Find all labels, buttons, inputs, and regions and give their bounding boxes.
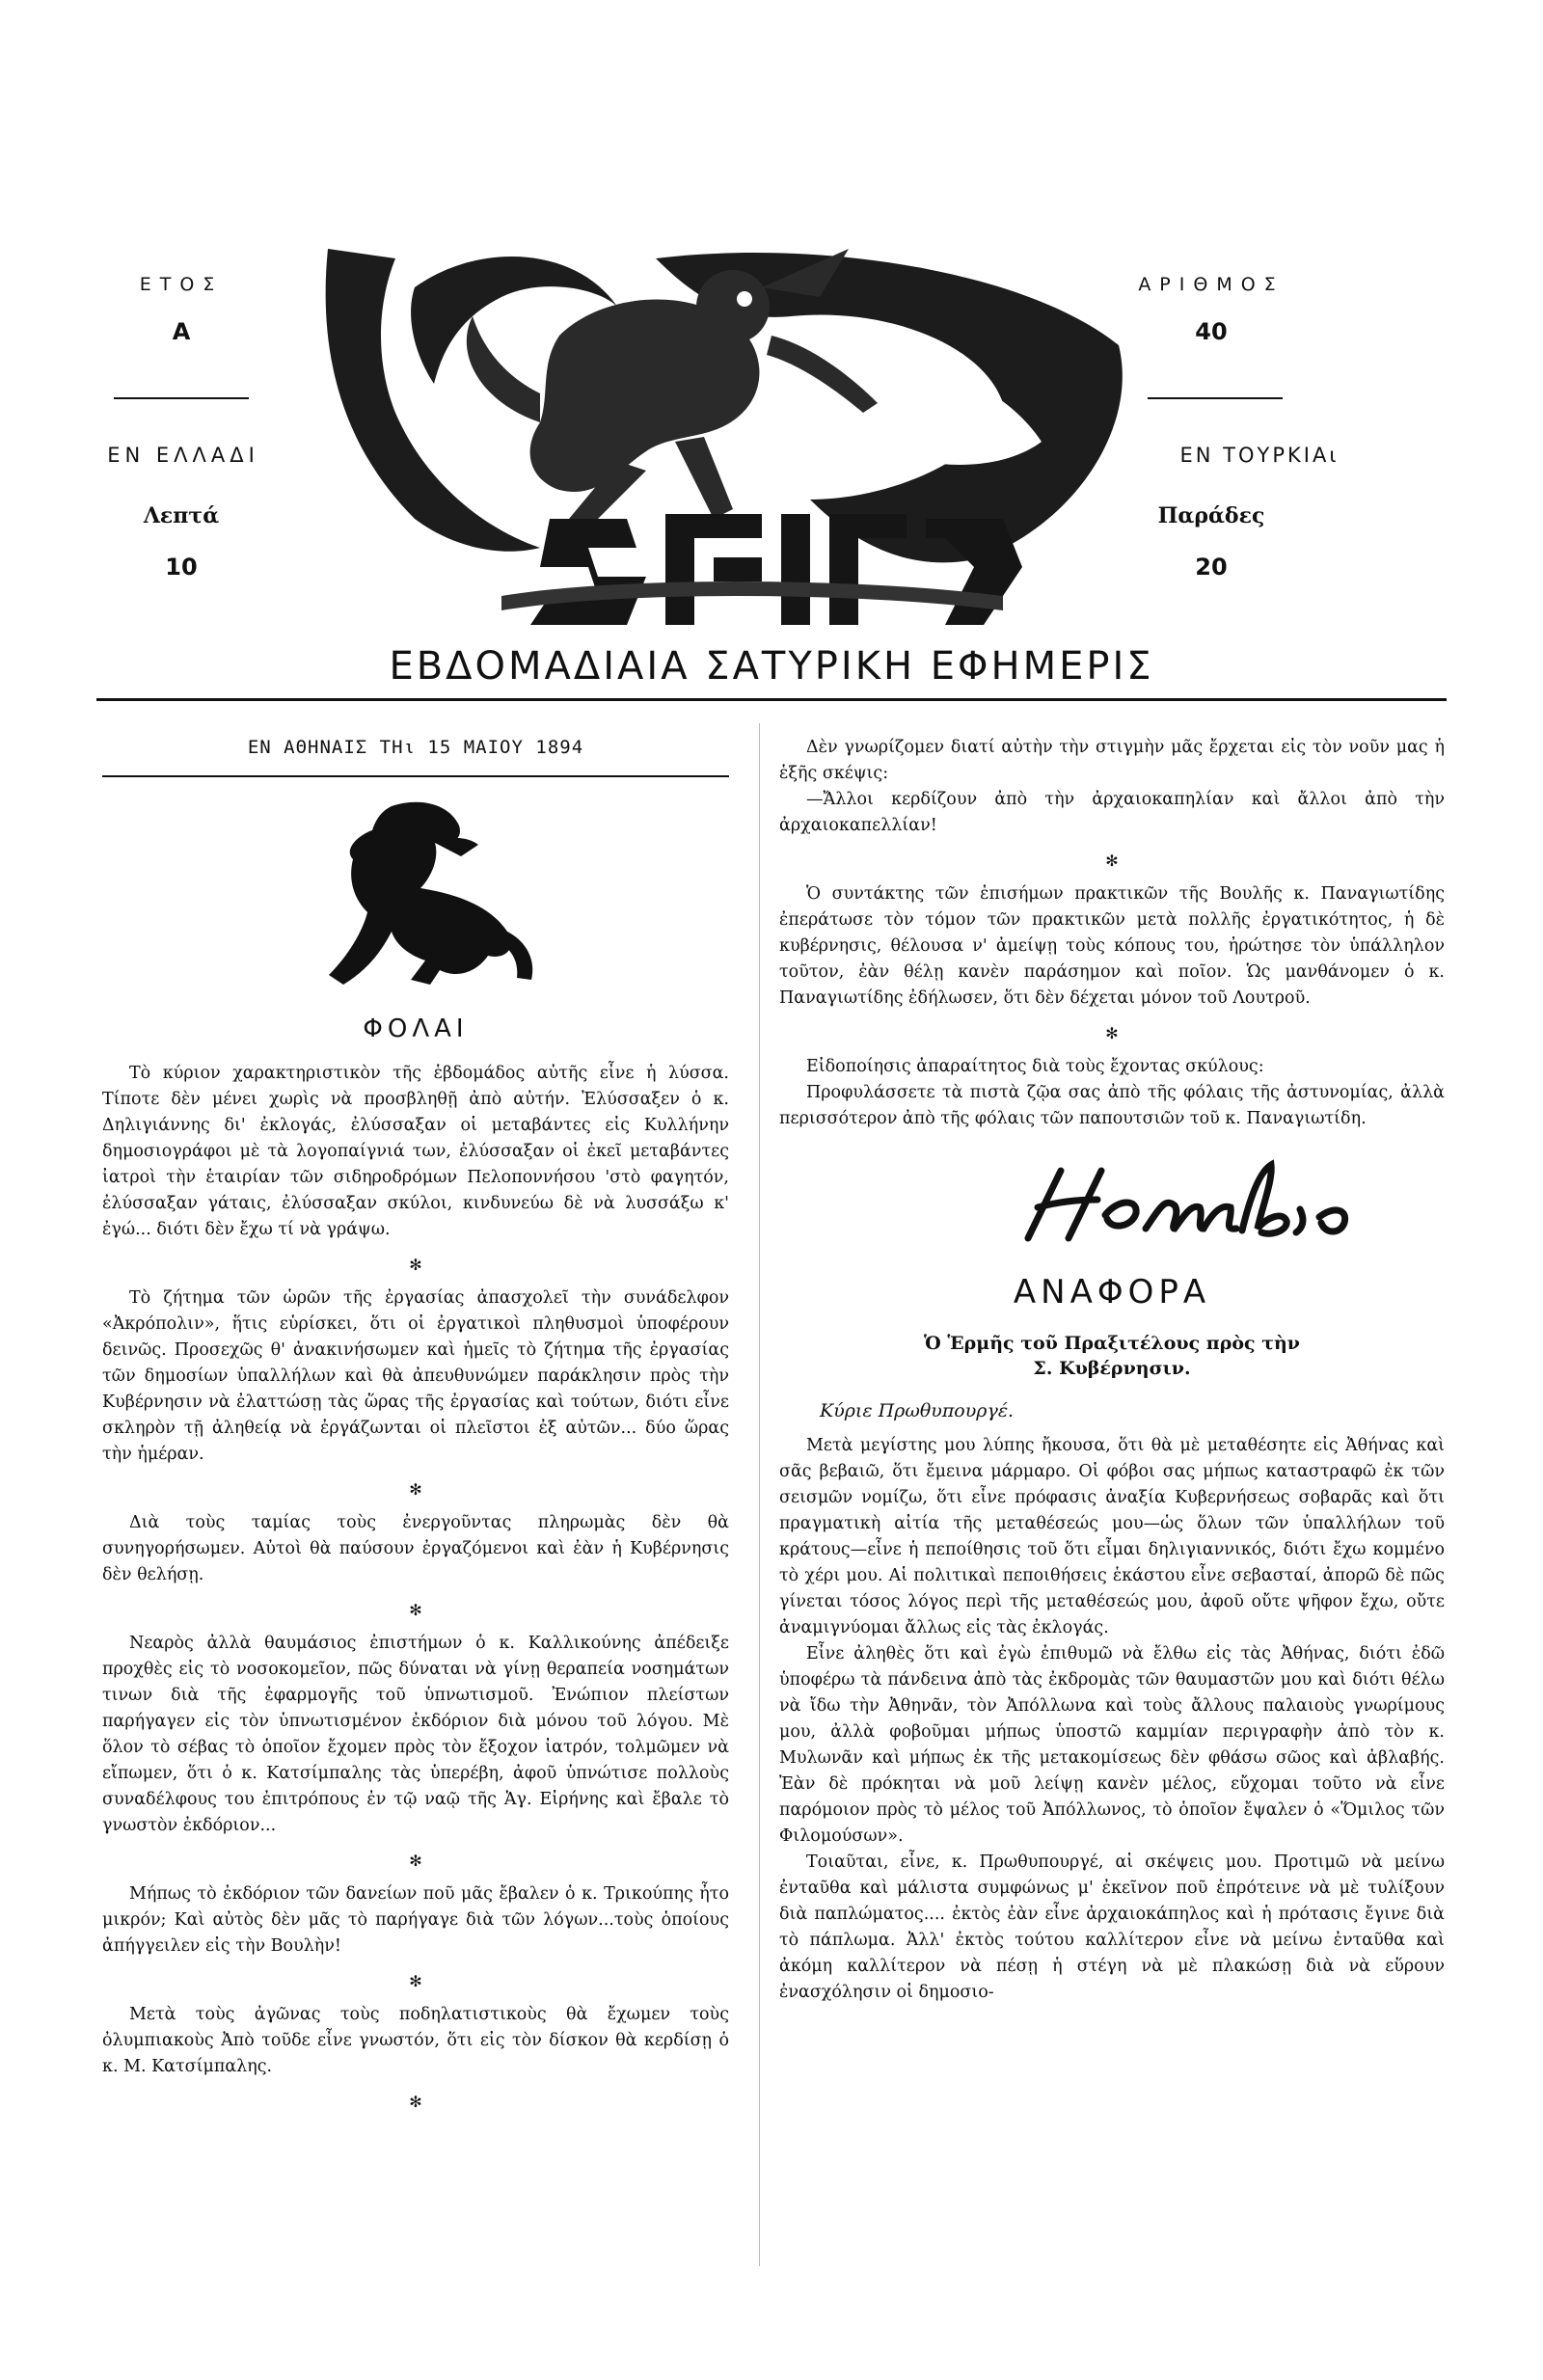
masthead-rule xyxy=(96,698,1447,701)
region-label-turkey: ΕΝ ΤΟΥΡΚΙΑι xyxy=(1179,444,1340,467)
asterism-icon: ✻ xyxy=(409,1256,422,1274)
paragraph: Νεαρὸς ἀλλὰ θαυμάσιος ἐπιστήμων ὁ κ. Καλλικούνης ἀπέδειξε προχθὲς εἰς τὸ νοσοκομεῖον, πῶς δύναται νὰ γίνῃ θεραπεία νοσημάτων τινων διὰ τῆς ἐφαρμογῆς τοῦ ὑπνωτισμοῦ. Ἐνώπιον πλείστων παρήγαγεν εἰς τὸν ὑπνωτισμένον ἐκδόριον διὰ μόνου τοῦ λόγου. Μὲ ὅλον τὸ σέβας τὸ ὁποῖον ἔχομεν πρὸς τὸν ἔξοχον ἰατρόν, τολμῶμεν νὰ εἴπωμεν, ὅτι ὁ κ. Κατσίμπαλης τὰς ὑπερέβη, ἀφοῦ ὑπνώτισε πολλοὺς συναδέλφους του ἐπιτρόπους ἐν τῷ ναῷ τῆς Ἁγ. Εἰρήνης καὶ ἔβαλε τὸ γνωστὸν ἐκδόριον... xyxy=(102,1634,729,1835)
year-label: ΕΤΟΣ xyxy=(139,274,224,295)
paragraph: Διὰ τοὺς ταμίας τοὺς ἐνεργοῦντας πληρωμὰς δὲν θὰ συνηγορήσωμεν. Αὐτοὶ θὰ παύσουν ἐργαζόμενοι καὶ ἐὰν ἡ Κυβέρνησις δὲν θελήσῃ. xyxy=(102,1513,729,1584)
divider xyxy=(102,775,729,777)
paragraph: Μήπως τὸ ἐκδόριον τῶν δανείων ποῦ μᾶς ἔβαλεν ὁ κ. Τρικούπης ἦτο μικρόν; Καὶ αὐτὸς δὲν μᾶς τὸ παρήγαγε διὰ τῶν λόγων...τοὺς ὁποίους ἀπήγγειλεν εἰς τὴν Βουλὴν! xyxy=(102,1884,729,1956)
paragraph: Ὁ συντάκτης τῶν ἐπισήμων πρακτικῶν τῆς Βουλῆς κ. Παναγιωτίδης ἐπεράτωσε τὸν τόμον τῶν πρακτικῶν μετὰ πολλῆς ἐργατικότητος, ἡ δὲ κυβέρνησις, θέλουσα ν' ἀμείψῃ τοὺς κόπους του, ἠρώτησε τὸν ὑπάλληλον τοῦτον, ἐὰν θέλῃ κανὲν παράσημον καὶ ποῖον. Ὡς μανθάνομεν ὁ κ. Παναγιωτίδης ἐδήλωσεν, ὅτι δὲν δέχεται μόνον τοῦ Λουτροῦ. xyxy=(779,884,1445,1008)
report-subtitle: Ὁ Ἑρμῆς τοῦ Πραξιτέλους πρὸς τὴν xyxy=(924,1333,1300,1354)
paragraph: Εἰδοποίησις ἀπαραίτητος διὰ τοὺς ἔχοντας σκύλους: xyxy=(806,1057,1264,1076)
paragraph: Δὲν γνωρίζομεν διατί αὐτὴν τὴν στιγμὴν μᾶς ἔρχεται εἰς τὸν νοῦν μας ἡ ἑξῆς σκέψις: xyxy=(779,738,1445,783)
newspaper-subtitle: ΕΒΔΟΜΑΔΙΑΙΑ ΣΑΤΥΡΙΚΗ ΕΦΗΜΕΡΙΣ xyxy=(389,644,1154,689)
price-label-parades: Παράδες xyxy=(1157,503,1265,528)
paragraph: Μετὰ τοὺς ἀγῶνας τοὺς ποδηλατιστικοὺς θὰ ἔχωμεν τοὺς ὀλυμπιακοὺς Ἀπὸ τοῦδε εἶνε γνωστόν, ὅτι εἰς τὸν δίσκον θὰ κερδίσῃ ὁ κ. Μ. Κατσίμπαλης. xyxy=(102,2005,729,2076)
region-label-greece: ΕΝ ΕΛΛΑΔΙ xyxy=(107,444,259,467)
salutation: Κύριε Πρωθυπουργέ. xyxy=(820,1400,1015,1421)
price-label-lepta: Λεπτά xyxy=(143,503,220,528)
issue-number-label: ΑΡΙΘΜΟΣ xyxy=(1138,274,1285,295)
asterism-icon: ✻ xyxy=(409,1972,422,1990)
price-value-lepta: 10 xyxy=(165,554,198,581)
price-value-parades: 20 xyxy=(1195,554,1228,581)
report-title: ΑΝΑΦΟΡΑ xyxy=(1013,1273,1211,1312)
paragraph: Τὸ ζήτημα τῶν ὡρῶν τῆς ἐργασίας ἀπασχολεῖ τὴν συνάδελφον «Ἀκρόπολιν», ἥτις εὑρίσκει, ὅτι οἱ ἐργατικοὶ πληθυσμοὶ ὑποφέρουν δεινῶς. Προσεχῶς θ' ἀνακινήσωμεν καὶ ἡμεῖς τὸ ζήτημα τῆς ἐργασίας τῶν δημοσίων ὑπαλλήλων καὶ θὰ ἀπευθυνώμεν παράκλησιν πρὸς τὴν Κυβέρνησιν νὰ ἐλαττώσῃ τὰς ὥρας τῆς ἐργασίας καὶ τούτων, διότι εἶνε σκληρὸν τῇ ἀληθείᾳ νὰ ἐργάζωνται οἱ πλεῖστοι ἐξ αὐτῶν... δύο ὥρας τὴν ἡμέραν. xyxy=(102,1288,729,1464)
report-subtitle: Σ. Κυβέρνησιν. xyxy=(1033,1358,1191,1379)
asterism-icon: ✻ xyxy=(1105,852,1119,870)
paragraph: Τὸ κύριον χαρακτηριστικὸν τῆς ἑβδομάδος αὐτῆς εἶνε ἡ λύσσα. Τίποτε δὲν μένει χωρὶς νὰ προσβληθῇ ἀπὸ αὐτήν. Ἐλύσσαξεν ὁ κ. Δηλιγιάννης δι' ἐκλογάς, ἐλύσσαξαν οἱ μεταβάντες εἰς Κυλλήνην δημοσιογράφοι μὲ τὰ λογοπαίγνιά των, ἐλύσσαξαν οἱ ἐκεῖ μεταβάντες ἰατροὶ τὴν ἑταιρίαν τῶν σιδηροδρόμων Πελοποννήσου 'στὸ φαγητόν, ἐλύσσαξαν γάταις, ἐλύσσαξαν σκύλοι, κινδυνεύω δὲ νὰ λυσσάξω κ' ἐγώ... διότι δὲν ἔχω τί νὰ γράψω. xyxy=(102,1064,729,1239)
year-value: Α xyxy=(172,318,191,345)
column-divider xyxy=(759,723,760,2266)
sphinx-logo-illustration xyxy=(309,230,1138,627)
paragraph: Προφυλάσσετε τὰ πιστὰ ζῷα σας ἀπὸ τῆς φόλαις τῆς ἀστυνομίας, ἀλλὰ περισσότερον ἀπὸ τῆς φόλαις τῶν παπουτσιῶν τοῦ κ. Παναγιωτίδη. xyxy=(779,1083,1445,1128)
right-column xyxy=(779,735,1445,2006)
hermes-signature-logo xyxy=(779,1151,1445,1258)
left-column xyxy=(102,731,729,2123)
paragraph: Τοιαῦται, εἶνε, κ. Πρωθυπουργέ, αἱ σκέψεις μου. Προτιμῶ νὰ μείνω ἐνταῦθα καὶ μάλιστα συμφώνως μ' ἐκεῖνον ποῦ ἐπρότεινε νὰ μὲ τυλίξουν διὰ παπλώματος.... ἐκτὸς ἐὰν εἶνε ἀρχαιοκάπηλος καὶ ἡ πρότασις ἔγινε διὰ τὸ πάπλωμα. Ἀλλ' ἐκτὸς τούτου καλλίτερον εἶνε νὰ μείνω ἐνταῦθα καὶ ἀκόμη καλλίτερον νὰ πέσῃ ἡ στέγη νὰ μὲ πλακώσῃ διὰ νὰ εὕρουν ἐνασχόλησιν οἱ δημοσιο- xyxy=(779,1853,1445,2002)
issue-number-value: 40 xyxy=(1195,318,1228,345)
paragraph: Εἶνε ἀληθὲς ὅτι καὶ ἐγὼ ἐπιθυμῶ νὰ ἔλθω εἰς τὰς Ἀθήνας, διότι ἐδῶ ὑποφέρω τὰ πάνδεινα ἀπὸ τὰς ἐκδρομὰς τῶν θαυμαστῶν μου καὶ διότι θέλω νὰ ἴδω τὴν Ἀθηνᾶν, τὸν Ἀπόλλωνα καὶ τοὺς ἄλλους παλαιοὺς γνωρίμους μου, ἀλλὰ φοβοῦμαι μήπως ὑποστῶ καμμίαν περιγραφὴν ἀπὸ τὸν κ. Μυλωνᾶν καὶ μήπως ἐκ τῆς μετακομίσεως δὲν φθάσω σῶος καὶ ἀβλαβής. Ἐὰν δὲ πρόκηται νὰ μοῦ λείψῃ κανὲν μέλος, εὔχομαι τοῦτο νὰ εἶνε παρόμοιον πρὸς τὸ μέλος τοῦ Ἀπόλλωνος, τὸ ὁποῖον ἔψαλεν ὁ «Ὅμιλος τῶν Φιλομούσων». xyxy=(779,1644,1445,1846)
divider xyxy=(1148,397,1283,399)
asterism-icon: ✻ xyxy=(409,1601,422,1619)
paragraph: Μετὰ μεγίστης μου λύπης ἤκουσα, ὅτι θὰ μὲ μεταθέσητε εἰς Ἀθήνας καὶ σᾶς βεβαιῶ, ὅτι ἔμεινα μάρμαρο. Οἱ φόβοι σας μήπως καταστραφῶ ἐκ τῶν σεισμῶν νομίζω, ὅτι εἶνε πρόφασις ἀναξία Κυβερνήσεως σοβαρᾶς καὶ ὅτι πραγματικὴ αἰτία τῆς μεταθέσεώς μου—ὡς ὅλων τῶν ὑπαλλήλων τοῦ κράτους—εἶνε ἡ πεποίθησις τοῦ ὅτι εἶμαι δηλιγιαννικός, διότι ἔχω κομμένο τὸ χέρι μου. Αἱ πολιτικαὶ πεποιθήσεις ἑκάστου εἶνε σεβασταί, ἀπορῶ δὲ πῶς γίνεται τόσος λόγος περὶ τῆς μεταθέσεώς μου, ἀφοῦ οὔτε ψῆφον ἔχω, οὔτε ἀναμιγνύομαι ἄλλως εἰς τὰς ἐκλογάς. xyxy=(779,1436,1445,1637)
paragraph: —Ἄλλοι κερδίζουν ἀπὸ τὴν ἀρχαιοκαπηλίαν καὶ ἄλλοι ἀπὸ τὴν ἀρχαιοκαπελλίαν! xyxy=(779,790,1445,835)
dateline: ΕΝ ΑΘΗΝΑΙΣ ΤΗι 15 ΜΑΙΟΥ 1894 xyxy=(247,737,584,758)
asterism-icon: ✻ xyxy=(409,1852,422,1870)
asterism-icon: ✻ xyxy=(409,2093,422,2111)
asterism-icon: ✻ xyxy=(1105,1024,1119,1042)
divider xyxy=(114,397,249,399)
rabid-dog-illustration xyxy=(102,787,729,1009)
asterism-icon: ✻ xyxy=(409,1480,422,1499)
section-title-folai: ΦΟΛΑΙ xyxy=(363,1014,469,1043)
